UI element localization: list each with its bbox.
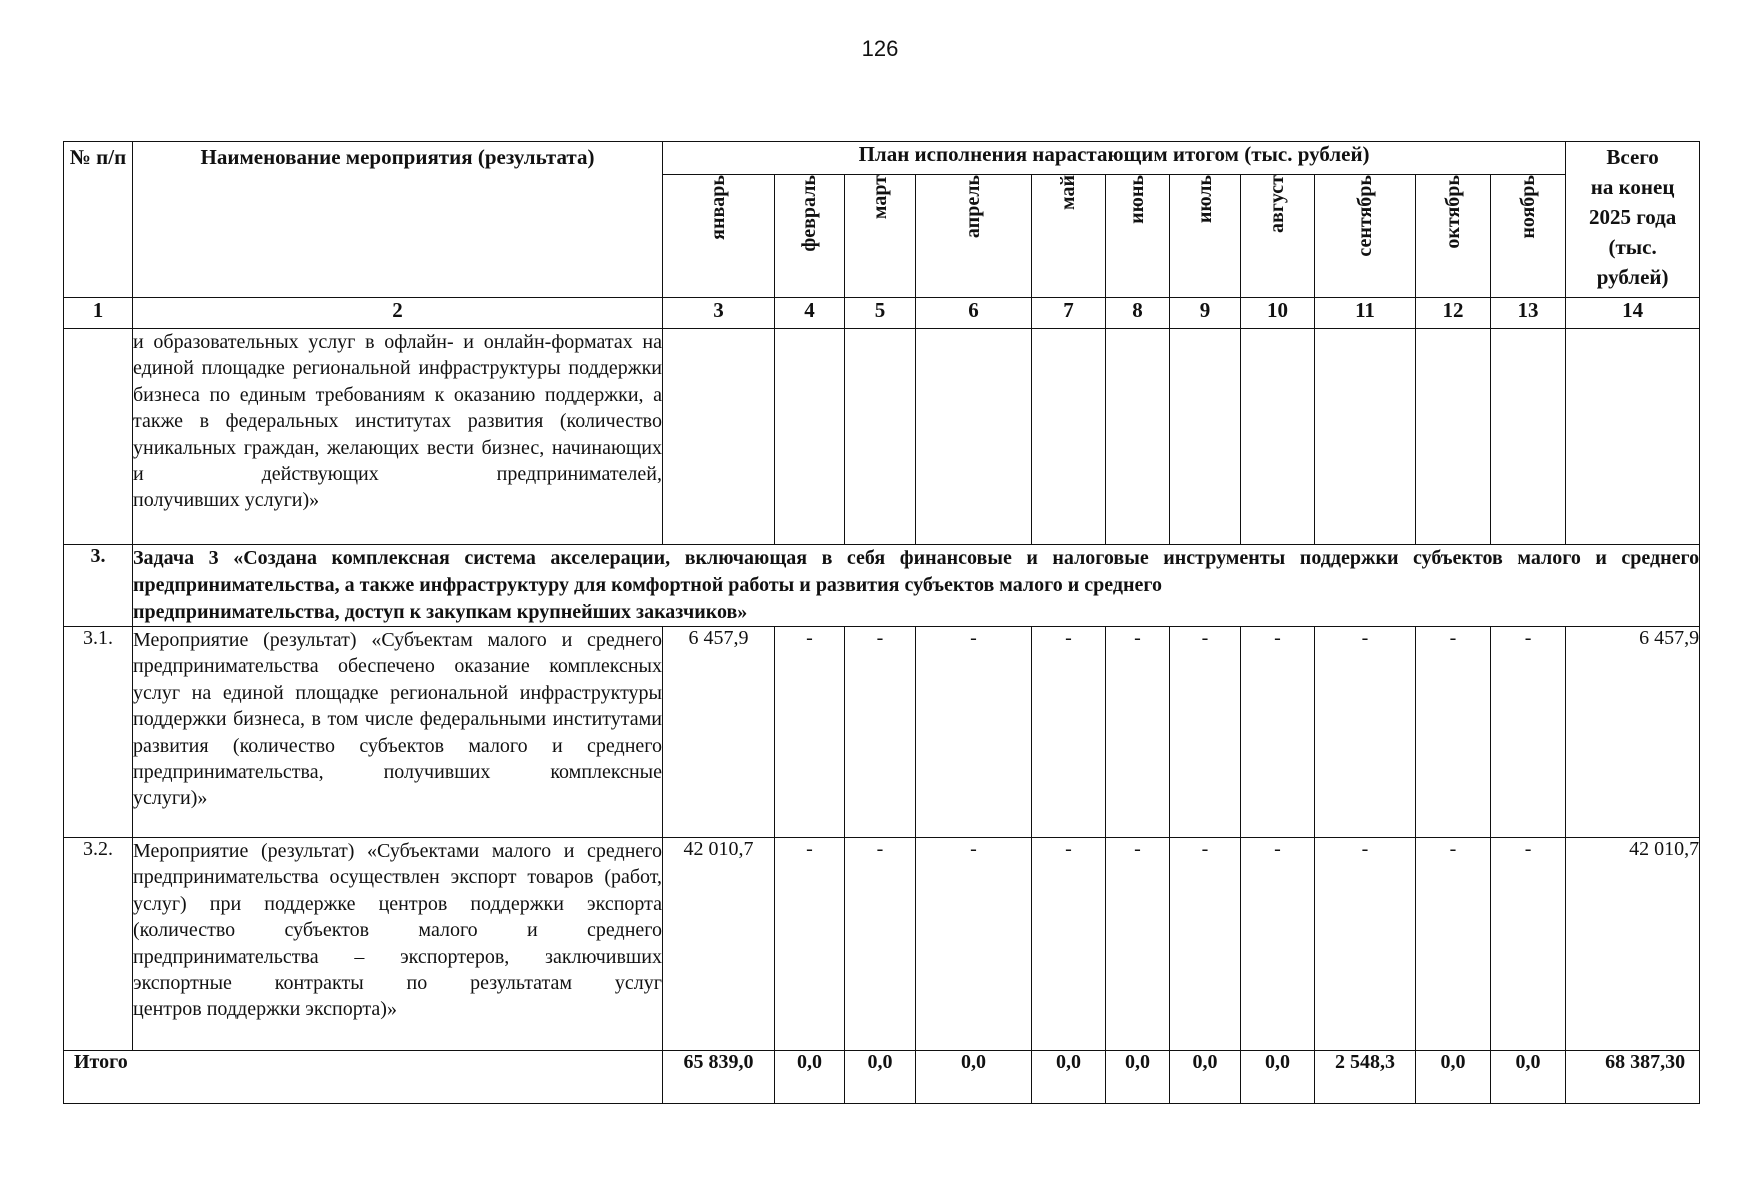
column-number: 4 [775,298,845,329]
row-index: 3.2. [64,838,133,1051]
header-row [64,142,1700,175]
totals-row [64,1051,1700,1104]
month-value: - [1106,627,1170,838]
row-description: Мероприятие (результат) «Субъектами малого и среднего предпринимательства осуществлен экспорт товаров (работ, услуг) при поддержке центров поддержки экспорта (количество субъектов малого и среднего предпринимательства – экспортеров, заключивших экспортные контракты по результатам услуг центров поддержки экспорта)» [133,838,663,1051]
month-value: - [1315,838,1416,1051]
task-3-row [64,545,1700,627]
total-value: 0,0 [1241,1051,1315,1104]
column-number: 5 [845,298,916,329]
task-index: 3. [64,545,133,627]
empty-cell [1566,329,1700,545]
empty-cell [1241,329,1315,545]
month-value: - [775,627,845,838]
month-value: - [1241,838,1315,1051]
month-header: апрель [916,175,1032,298]
month-value: - [1032,627,1106,838]
column-number: 11 [1315,298,1416,329]
month-value: - [1416,838,1491,1051]
month-value: 6 457,9 [663,627,775,838]
month-value: - [1315,627,1416,838]
row-description: Мероприятие (результат) «Субъектам малого и среднего предпринимательства обеспечено оказание комплексных услуг на единой площадке региональной инфраструктуры поддержки бизнеса, в том числе федеральными институтами развития (количество субъектов малого и среднего предпринимательства, получивших комплексные услуги)» [133,627,663,838]
column-number: 12 [1416,298,1491,329]
month-value: - [845,838,916,1051]
month-header: август [1241,175,1315,298]
column-number: 9 [1170,298,1241,329]
month-header: июнь [1106,175,1170,298]
empty-cell [845,329,916,545]
month-value: - [1106,838,1170,1051]
total-value: 2 548,3 [1315,1051,1416,1104]
grand-total: 68 387,30 [1566,1051,1700,1104]
total-value: 0,0 [1416,1051,1491,1104]
table-row [64,627,1700,838]
empty-cell [663,329,775,545]
month-header: сентябрь [1315,175,1416,298]
column-number: 7 [1032,298,1106,329]
month-value: - [1170,838,1241,1051]
empty-cell [1170,329,1241,545]
empty-cell [1315,329,1416,545]
table-row [64,838,1700,1051]
month-value: - [1416,627,1491,838]
totals-label: Итого [64,1051,663,1104]
empty-cell [1106,329,1170,545]
total-value: 0,0 [1032,1051,1106,1104]
empty-cell [1032,329,1106,545]
month-value: - [1491,627,1566,838]
month-value: - [1241,627,1315,838]
month-value: - [1032,838,1106,1051]
empty-cell [1491,329,1566,545]
month-value: 42 010,7 [663,838,775,1051]
month-header: февраль [775,175,845,298]
empty-cell [64,329,133,545]
header-plan: План исполнения нарастающим итогом (тыс. рублей) [663,142,1566,175]
total-value: 65 839,0 [663,1051,775,1104]
total-value: 0,0 [1170,1051,1241,1104]
header-total: Всего на конец 2025 года (тыс. рублей) [1566,142,1700,298]
month-header: октябрь [1416,175,1491,298]
task-3-text: Задача 3 «Создана комплексная система акселерации, включающая в себя финансовые и налоговые инструменты поддержки субъектов малого и среднего предпринимательства, а также инфраструктуру для комфортной работы и развития субъектов малого и среднего предпринимательства, доступ к закупкам крупнейших заказчиков» [133,545,1700,627]
month-value: - [1491,838,1566,1051]
month-header: ноябрь [1491,175,1566,298]
month-header: май [1032,175,1106,298]
column-number: 10 [1241,298,1315,329]
column-number: 1 [64,298,133,329]
total-value: 0,0 [1106,1051,1170,1104]
column-number: 14 [1566,298,1700,329]
empty-cell [1416,329,1491,545]
continuation-row [64,329,1700,545]
column-number: 3 [663,298,775,329]
month-header: январь [663,175,775,298]
month-value: - [845,627,916,838]
empty-cell [775,329,845,545]
total-value: 0,0 [845,1051,916,1104]
month-value: - [916,627,1032,838]
total-value: 0,0 [775,1051,845,1104]
column-number: 8 [1106,298,1170,329]
column-number: 13 [1491,298,1566,329]
total-value: 0,0 [916,1051,1032,1104]
column-number: 6 [916,298,1032,329]
month-value: - [775,838,845,1051]
month-header: март [845,175,916,298]
column-number: 2 [133,298,663,329]
column-numbers-row [64,298,1700,329]
row-total: 42 010,7 [1566,838,1700,1051]
header-name: Наименование мероприятия (результата) [133,142,663,298]
header-num: № п/п [64,142,133,298]
month-value: - [916,838,1032,1051]
month-header: июль [1170,175,1241,298]
total-value: 0,0 [1491,1051,1566,1104]
month-value: - [1170,627,1241,838]
continuation-text: и образовательных услуг в офлайн- и онлайн-форматах на единой площадке региональной инфраструктуры поддержки бизнеса по единым требованиям к оказанию поддержки, а также в федеральных институтах развития (количество уникальных граждан, желающих вести бизнес, начинающих и действующих предпринимателей, получивших услуги)» [133,329,663,545]
empty-cell [916,329,1032,545]
row-total: 6 457,9 [1566,627,1700,838]
execution-plan-table [63,141,1700,1104]
row-index: 3.1. [64,627,133,838]
page-number: 126 [861,36,899,61]
